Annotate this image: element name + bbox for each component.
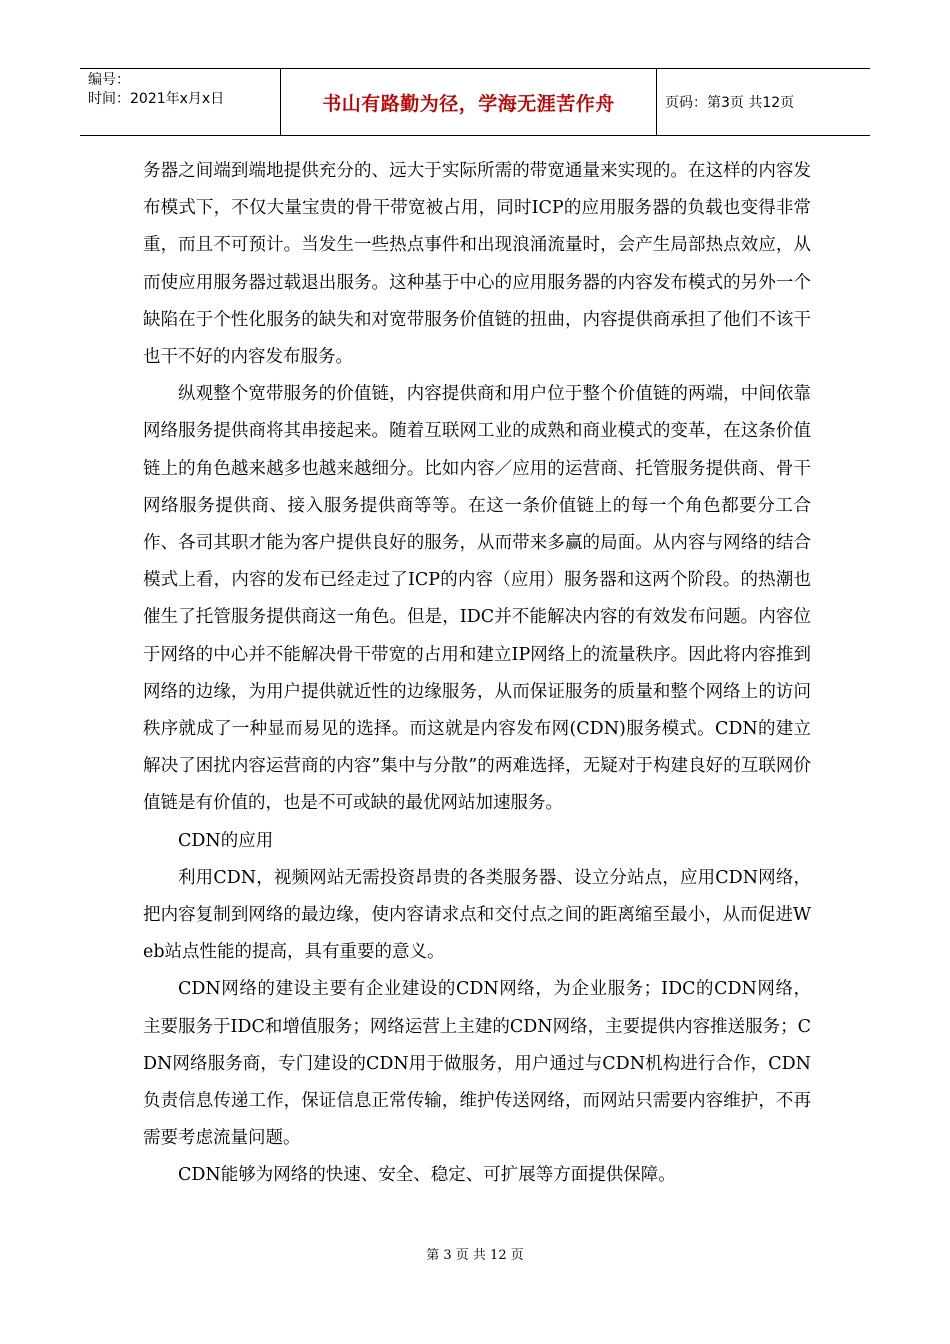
paragraph-cdn-benefits: CDN能够为网络的快速、安全、稳定、可扩展等方面提供保障。	[178, 1165, 676, 1186]
page-footer: 第 3 页 共 12 页	[426, 1248, 524, 1263]
document-body	[143, 153, 811, 1195]
section-heading-cdn-application: CDN的应用	[178, 830, 274, 851]
header-motto: 书山有路勤为径，学海无涯苦作舟	[281, 69, 657, 135]
date-label: 时间：2021年x月x日	[88, 91, 225, 107]
paragraph-cdn-network-types: CDN网络的建设主要有企业建设的CDN网络，为企业服务；IDC的CDN网络，主要服务于IDC和增值服务；网络运营上主建的CDN网络，主要提供内容推送服务；CDN网络服务商，专门建设的CDN用于做服务，用户通过与CDN机构进行合作，CDN负责信息传递工作，保证信息正常传输，维护传送网络，而网站只需要内容维护，不再需要考虑流量问题。	[143, 979, 811, 1149]
header-meta-cell	[80, 69, 281, 135]
paragraph-value-chain: 纵观整个宽带服务的价值链，内容提供商和用户位于整个价值链的两端，中间依靠网络服务提供商将其串接起来。随着互联网工业的成熟和商业模式的变革，在这条价值链上的角色越来越多也越来越细分。比如内容／应用的运营商、托管服务提供商、骨干网络服务提供商、接入服务提供商等等。在这一条价值链上的每一个角色都要分工合作、各司其职才能为客户提供良好的服务，从而带来多赢的局面。从内容与网络的结合模式上看，内容的发布已经走过了ICP的内容（应用）服务器和这两个阶段。的热潮也催生了托管服务提供商这一角色。但是，IDC并不能解决内容的有效发布问题。内容位于网络的中心并不能解决骨干带宽的占用和建立IP网络上的流量秩序。因此将内容推到网络的边缘，为用户提供就近性的边缘服务，从而保证服务的质量和整个网络上的访问秩序就成了一种显而易见的选择。而这就是内容发布网(CDN)服务模式。CDN的建立解决了困扰内容运营商的内容”集中与分散”的两难选择，无疑对于构建良好的互联网价值链是有价值的，也是不可或缺的最优网站加速服务。	[143, 384, 811, 814]
number-label: 编号：	[88, 72, 130, 88]
header-page-info: 页码：第3页 共12页	[665, 95, 795, 111]
paragraph-cdn-usage: 利用CDN，视频网站无需投资昂贵的各类服务器、设立分站点，应用CDN网络，把内容复制到网络的最边缘，使内容请求点和交付点之间的距离缩至最小，从而促进Web站点性能的提高，具有重要的意义。	[143, 867, 811, 963]
paragraph-continuation: 务器之间端到端地提供充分的、远大于实际所需的带宽通量来实现的。在这样的内容发布模式下，不仅大量宝贵的骨干带宽被占用，同时ICP的应用服务器的负载也变得非常重，而且不可预计。当发生一些热点事件和出现浪涌流量时，会产生局部热点效应，从而使应用服务器过载退出服务。这种基于中心的应用服务器的内容发布模式的另外一个缺陷在于个性化服务的缺失和对宽带服务价值链的扭曲，内容提供商承担了他们不该干也干不好的内容发布服务。	[143, 161, 811, 368]
page-header	[80, 68, 870, 136]
